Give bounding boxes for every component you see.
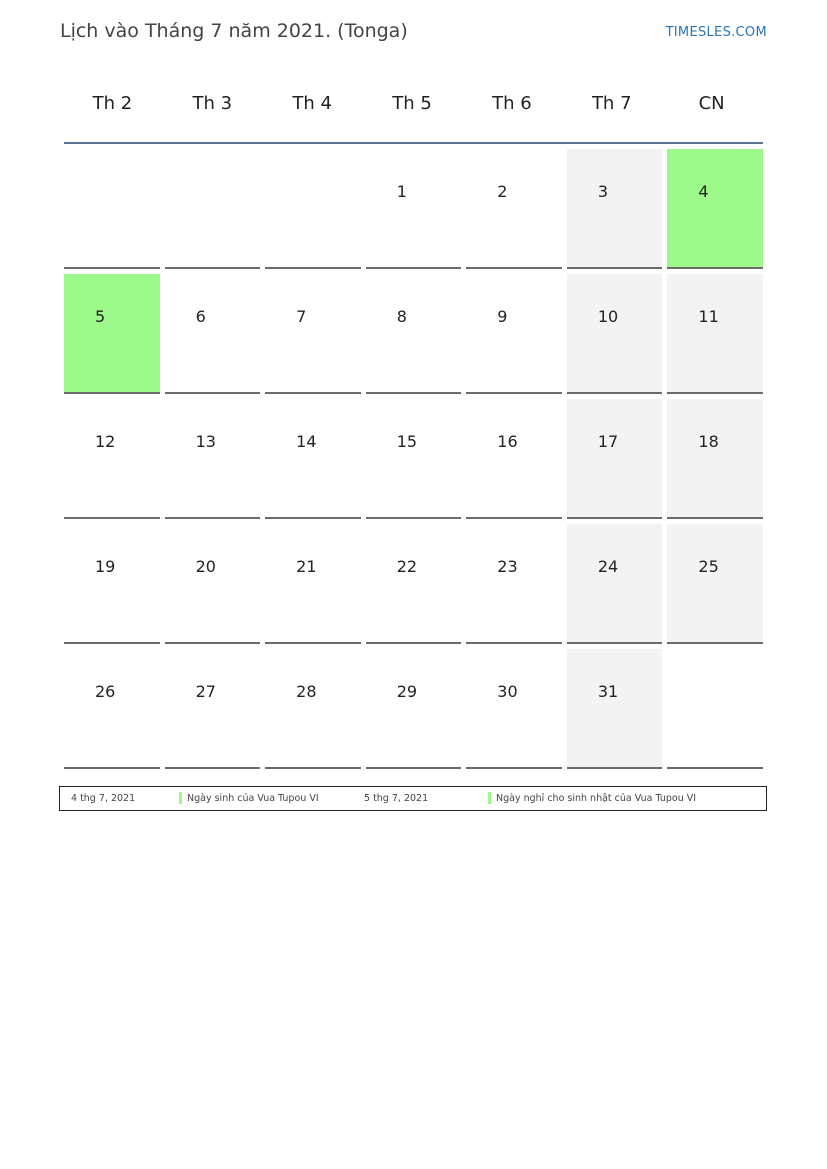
weekday-tuesday: Th 3: [192, 92, 233, 114]
calendar-day: [667, 524, 763, 644]
legend-color-swatch: [179, 792, 182, 804]
calendar-day: [64, 399, 160, 519]
calendar-day-holiday: [667, 149, 763, 269]
day-number: 5: [95, 307, 106, 326]
calendar-day: [265, 399, 361, 519]
day-number: 12: [95, 432, 116, 451]
calendar-day: [667, 399, 763, 519]
weekday-sunday: CN: [698, 92, 725, 114]
day-number: 16: [497, 432, 518, 451]
calendar-day: [567, 274, 663, 394]
calendar-day: [366, 524, 462, 644]
calendar-empty-cell: [64, 149, 160, 269]
day-number: 13: [195, 432, 216, 451]
calendar-empty-cell: [165, 149, 261, 269]
day-number: 8: [396, 307, 407, 326]
weekday-thursday: Th 5: [392, 92, 432, 114]
day-number: 19: [95, 557, 116, 576]
calendar-day: [466, 399, 562, 519]
day-number: 17: [597, 432, 619, 451]
calendar-day: [165, 649, 261, 769]
calendar-day: [265, 524, 361, 644]
legend-holiday-name: Ngày nghỉ cho sinh nhật của Vua Tupou VI: [496, 793, 697, 804]
day-number: 15: [396, 432, 418, 451]
weekday-monday: Th 2: [92, 92, 133, 114]
calendar-day: [667, 274, 763, 394]
holiday-legend: [59, 786, 767, 811]
day-number: 23: [497, 557, 518, 576]
weekday-wednesday: Th 4: [292, 92, 332, 114]
calendar-day: [366, 399, 462, 519]
calendar-day: [466, 149, 562, 269]
calendar-day: [366, 274, 462, 394]
day-number: 2: [497, 182, 508, 201]
legend-holiday-name: Ngày sinh của Vua Tupou VI: [187, 793, 319, 804]
day-number: 22: [396, 557, 418, 576]
calendar-day: [64, 524, 160, 644]
calendar-empty-cell: [265, 149, 361, 269]
calendar-empty-cell: [667, 649, 763, 769]
month-calendar: [64, 64, 763, 769]
legend-color-swatch: [488, 792, 491, 804]
calendar-day: [165, 399, 261, 519]
day-number: 14: [296, 432, 317, 451]
weekday-saturday: Th 7: [591, 92, 632, 114]
brand-link[interactable]: TIMESLES.COM: [665, 25, 767, 40]
calendar-day: [567, 149, 663, 269]
day-number: 28: [296, 682, 317, 701]
calendar-day: [466, 524, 562, 644]
page-title: Lịch vào Tháng 7 năm 2021. (Tonga): [60, 20, 408, 42]
day-number: 25: [698, 557, 719, 576]
day-number: 27: [195, 682, 216, 701]
day-number: 30: [497, 682, 518, 701]
day-number: 26: [95, 682, 116, 701]
calendar-day: [567, 649, 663, 769]
calendar-day: [265, 274, 361, 394]
day-number: 11: [698, 307, 719, 326]
weekday-friday: Th 6: [492, 92, 532, 114]
day-number: 20: [195, 557, 216, 576]
legend-date: 4 thg 7, 2021: [71, 793, 136, 804]
calendar-day: [64, 649, 160, 769]
calendar-day: [567, 399, 663, 519]
day-number: 24: [597, 557, 619, 576]
calendar-day: [366, 149, 462, 269]
day-number: 1: [396, 182, 407, 201]
day-number: 4: [698, 182, 709, 201]
day-number: 3: [597, 182, 609, 201]
calendar-day: [466, 274, 562, 394]
calendar-day: [165, 524, 261, 644]
day-grid: [64, 149, 763, 769]
day-number: 31: [597, 682, 619, 701]
calendar-day: [366, 649, 462, 769]
calendar-day: [265, 649, 361, 769]
calendar-day: [466, 649, 562, 769]
weekday-header: [64, 64, 763, 144]
legend-date: 5 thg 7, 2021: [364, 793, 429, 804]
day-number: 6: [195, 307, 206, 326]
calendar-day: [165, 274, 261, 394]
calendar-day: [567, 524, 663, 644]
calendar-day-holiday: [64, 274, 160, 394]
day-number: 18: [698, 432, 719, 451]
day-number: 10: [597, 307, 619, 326]
day-number: 9: [497, 307, 508, 326]
day-number: 29: [396, 682, 418, 701]
day-number: 7: [296, 307, 307, 326]
day-number: 21: [296, 557, 317, 576]
